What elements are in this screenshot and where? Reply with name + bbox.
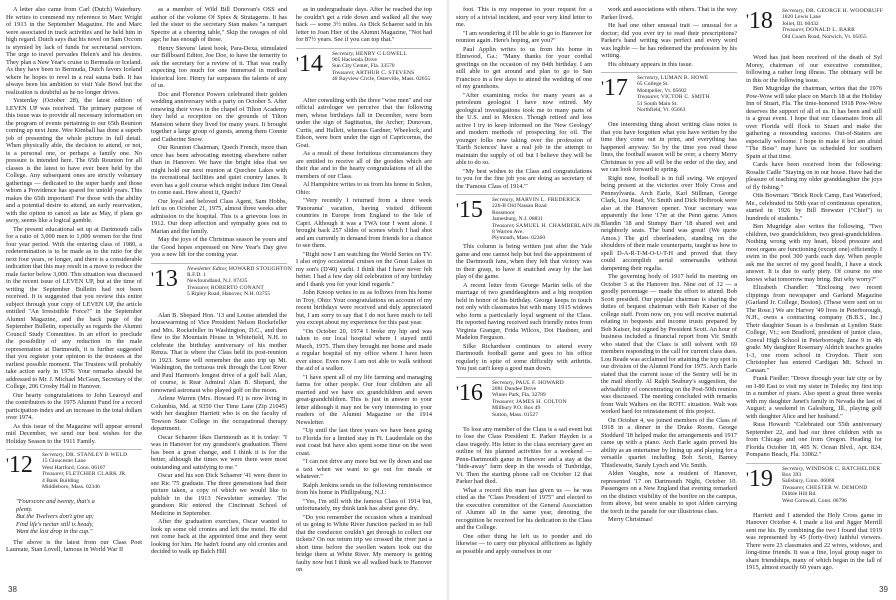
text-line: Newfoundland, N.J. 07435 [187, 278, 248, 285]
paragraph: A letter also came from Carl (Dutch) Waterbury. He writes to commend my reference to Marc Wright of 1913 in the September Magazine. He and Marc were associated in track activities and he held him in high regard. Dutch says that his novel on Sam Occom is stymied by lack of funds for secretarial services. The urge to travel pervades Helen's and his desires. They plan a New Year's cruise to Bermuda or Iceland. As they have been to Bermuda, Dutch favors Iceland where he hopes to revel in a real sauna bath. It has always been his ambition to visit Yale Bowl but the realization is doubtful as he no longer drives. [6, 6, 142, 96]
paragraph: Arlene Warren (Mrs. Howard P.) is now living in Columbia, Md. at 9350 Our Time Lane (Zip 21045) with her daughter Harriett who is on the faculty of Towson State College in the occupational therapy department. [151, 395, 287, 432]
text-line: 8 Warren Ave. [492, 229, 524, 236]
paragraph: Russ Howard: "Celebrated our 55th anniversary September 22, and had our three children with us from Chicago and one from Oregon. Heading for Florida October 18, 405 N. Ocean Blvd., Apt. 824, Pompano Beach, Fla. 33062." [746, 421, 882, 458]
text-line: 15 Gloucester Lane [42, 458, 86, 465]
paragraph: As a result of these fortuitous circumstances they are entitled to receive all of the goodies which are their due and to the hearty congratulations of all the members of our Class. [296, 150, 432, 180]
paragraph: Frank Fiedler: "Drove through your fair city or by on I-80 East to visit my sister in Toledo; my first trip in a number of years. Also spent a great three weeks with my daughter Janet's family in Nevada the last of August; a weekend in Galesburg, Ill., playing golf with daughter Alice and her husband." [746, 375, 882, 420]
text-group [456, 426, 592, 556]
paragraph: As this issue of the Magazine will appear around mid December, we send our best wishes for the Holiday Season to the 1911 Family. [6, 422, 142, 445]
text-line: plenty. [16, 505, 33, 513]
paragraph: May the joys of the Christmas season be yours and the Good hopes expressed on New Year's Day give you a new lift for the coming year. [151, 236, 287, 258]
text-line: Montpelier, Vt. 05602 [637, 87, 687, 94]
text-line: Want the last drop in the cup." [16, 528, 93, 535]
class-number: '19 [746, 465, 773, 492]
paragraph: Yesterday (October 28), the latest edition of LEVEN UP was received. The primary purpose of this issue was to provide all necessary information on the program of events pertaining to our 65th Reunion coming up next June. Wee Kimball has done a superb job of presenting the whole picture in full detail. When physically able, the decision to attend, or not, is a personal one, or perhaps a family one. No pressure is intended here. The 65th Reunion for all classes is the latest to have ever been held by the College. Any subsequent ones are strictly voluntary gatherings — dedicated to the super hardy and those whom a Providence has spared for untold years. This makes the 65th important! For those with the ability and a potential desire to attend, an early reservation, with the option to cancel as late as May, if plans go awry, seems like a logical gamble. [6, 97, 142, 224]
paragraph: "Right now I am watching the World Series on TV. I also enjoy occasional cruises on the Great Lakes in my son's (D'40) yacht. I think that I have never felt better. I had a few day old celebration of my birthday and I thank you for your kind regards." [296, 250, 432, 288]
paragraph: The above is the latest from our Class Poet Laureate, Stan Lovell, famous in World War II [6, 538, 142, 553]
paragraph: "I can not drive any more but we fly down and use a taxi when we want to go out for meals or whatever." [296, 458, 432, 480]
secretary-address: Newsletter Editor, HOWARD STOUGHTON R.F.D. 1 Newfoundland, N.J. 07435 Treasurer, ROBERTO CONANT 5 Ripley Road, Hanover, N.H. 03755 [187, 265, 292, 298]
paragraph: "Yes, I'm still with the famous Class of 1914 but, unfortunately, my think tank has about gone dry. [296, 497, 432, 512]
page-number: 39 [879, 585, 888, 594]
text-line: "Fourscore and twenty, that's a [16, 498, 95, 505]
text-line: West Hartford, Conn. 06107 [42, 464, 106, 471]
text-line: Millbury P.O. Box 49 [492, 405, 541, 412]
paragraph: Ralph Jenkins sends us the following reminiscence from his home in Phillipsburg, N.J.: [296, 481, 432, 496]
right-col-3 [746, 6, 882, 578]
poem [16, 498, 142, 536]
right-page [448, 0, 896, 600]
paragraph: Al Hampshire writes to us from his home in Solon, Ohio: [296, 181, 432, 196]
class-number: '13 [151, 265, 178, 292]
class-heading-1914 [296, 48, 432, 93]
paragraph: One interesting thing about writing class notes is that you have forgotten what you have written by the time they come out in print, and everything has happened anyway. So by the time you read these lines, the football season will be over, a cheery Merry Christmas to you all will be the order of the day, and we can look forward to spring. [601, 121, 737, 173]
paragraph: Right now, football is in full swing. We enjoyed being present at the victories over Holy Cross and Pennsylvania. Arch Earle, Karl Stillman, George Clark, Lou Read, Vic Smith and Dick Holbrook were also at the Hanover opener. Your secretary was apparently the lone '17er at the Penn game. Amos Blandin '18 and Stumpy Barr '18 shared wet and neighborly seats. The band was great! (We quote Amos.) The girl cheerleaders, standing on the shoulders of their male counterparts, taught us how to spell D-A-R-T-M-O-U-T-H and proved that they could accomplish aerial somersaults without dampening their regalia. [601, 174, 737, 272]
paragraph: He had one other unusual trait — unusual for a doctor; did you ever try to read their prescriptions? Parker's hand writing was perfect and every word was legible — he has redeemed the profession by his writing. [601, 22, 737, 59]
text-line: 5 Ripley Road, Hanover, N.H. 03755 [187, 291, 271, 298]
text-line: Northfield, Vt. 05663 [637, 107, 686, 114]
paragraph: A recent letter from George Martin tells of the marriage of two granddaughters and a big reception held in honor of his birthday. George keeps in touch not only with classmates but with many 1915 widows who form a particularly loyal segment of the Class. He reported having received such friendly notes from Virginia Granger, Frida Wilcox, Dot Haubner, and Madelon Ferguson. [456, 281, 592, 341]
paragraph: Otis Bowman: "Brick Rock Camp, East Waterford, Me., celebrated its 50th year of continuous operation, started in 1926 by Bill Brewster ("Chief") to hundreds of students." [746, 192, 882, 222]
text-group [746, 512, 882, 572]
text-group [601, 121, 737, 524]
paragraph: Merry Christmas! [608, 516, 653, 523]
paragraph: Alden Vaughn, now a resident of Hanover, represented '17 on Dartmouth Night, October 10. Passengers on a New England that evening remarked on the distinct visibility of the bonfire on the campus, from above, but were unable to spot Alden carrying the torch in the parade for our illustrious class. [601, 470, 737, 515]
text-line: 4 Bank Building [42, 477, 79, 484]
class-number: '18 [746, 8, 773, 34]
paragraph: Alan B. Shepard Hon. '13 and Louise attended the housewarming of Vice President Nelson Rockefeller and Mrs. Rockefeller in Washington, D.C., and then flew to the Mountain House in Whitefield, N.H. to celebrate the birthday anniversary of his mother Renza. That is where the Class held its post-reunion in 1923. Some will remember the auto trip up Mt. Washington, the tortuous trek through the Lost River and Paul Harmon's longest drive of a golf ball. Alan, of course, is Rear Admiral Alan B. Shepard, the renowned astronaut who played golf on the moon. [151, 311, 287, 394]
right-col-2 [601, 6, 737, 578]
paragraph: One other thing he left us to ponder and do likewise — to carry our physical afflictions as lightly as possible and apply ourselves in our [456, 532, 592, 555]
text-group [6, 539, 142, 554]
paragraph: Harriett and I attended the Holy Cross game in Hanover October 4. I made a list and Jigger Merrill sent me his. By combining the two I found that 1919 was represented by 45 (forty-five) faithful viewers. There were 23 classmates and 22 wives, widows, and long-time friends. It was a fine, loyal group eager to share friendships, many of which began in the fall of 1915, almost exactly 60 years ago. [746, 511, 882, 571]
text-line: Salisbury, Conn. 06068 [782, 478, 835, 485]
paragraph: Our loyal and beloved Class Agent, Sam Hobbs, left us on October 21, 1975, almost three weeks after admission to the hospital. This is a grievous loss in 1912. Our deep affection and sympathy goes out to Marian and the family. [151, 197, 287, 235]
paragraph: This column is being written just after the Yale game and one cannot help but feel the appointment of the Dartmouth fans, when they felt that victory was in their grasp, to have it snatched away by the last play of the game. [456, 243, 592, 280]
paragraph: The governing body of 1917 held its meeting on October 3 at the Hanover Inn. Nine out of 12 — a goodly percentage — made the effort to attend. Bob Scott presided. Our popular chairman is sharing the duties of bequest chairman with Bob Kaiser of the college staff. From now on, you will receive material relating to bequests and income trusts prepared by Bob Kaiser, but signed by President Scott. An hour of business included a financial report from Vic Smith who stated that the Class is still solvent with 69 members responding to the call for current class dues. Lou Reade was acclaimed for attaining the top spot in our division of the Alumni Fund for 1975. Arch Earle stated that the current issue of the Sentry will be in the mail shortly. Al Ralph Seabury's suggestion, the advisability of concentrating on the Post-50th reunion was discussed. The meeting concluded with remarks from Walt Walters on the ROTC situation. Walt was worked hard for reinstatement of this project. [601, 273, 737, 415]
text-line: 51 South Main St. [637, 100, 678, 107]
text-line: Sun City Center, Fla. 33570 [332, 63, 395, 70]
paragraph: Word has just been received of the death of Syl Morey, chairman of our executive committee, following a rather long illness. The obituary will be in this or the following issue. [746, 54, 882, 84]
text-group [151, 6, 287, 259]
paragraph: The present educational set up at Dartmouth calls for a ratio of 3,000 men to 1,000 women for the first four year period. With the entering class of 1980, a redetermination is to be made as to the ratio for the next four years, or longer, and there is a considerable indication that this may result in a move to reduce the male factor below 3,000. This situation was discussed in the recent issue of LEVEN UP, but at the time of writing the September Bulletin had not been received. It is suggested that you review this entire subject through your copy of LEVEN UP, the article entitled "An Irresistible Force?" in the September Alumni Magazine, and the back page of the September Bulletin, especially as regards the Alumni Council Study Committee. In an effort to preclude the possibility of any reduction in the male representation at Dartmouth, it is further suggested that you register your opinion to the trustees at the earliest possible moment. The Trustees will probably take action early in 1976. Your remarks should be addressed to Mr. J. Michael McGean, Secretary of the College, 206 Crosby Hall in Hanover. [6, 225, 142, 390]
class-heading-1916 [456, 377, 592, 422]
class-heading-1913 [151, 263, 292, 308]
text-line: 226-B Old Nassau Road [492, 203, 547, 210]
right-col-1 [456, 6, 602, 578]
text-line: Joliet, Ill. 60432 [782, 20, 819, 27]
text-line: Find life's nectar still is heady, [16, 520, 94, 528]
text-group [6, 6, 142, 445]
text-line: Jamesburg, N.J. 08831 [492, 216, 544, 223]
text-line: Old Coach Road, Norwich, Vt. 05055 [782, 33, 867, 40]
paragraph: Ben Mugridge also writes the following, "Two children, two grandchildren, two great-grandchildren. Nothing wrong with my heart, blood pressure and most organs are functioning (except one) efficiently. I swim in the pool 300 yards each day. When people ask me the secret of my good health, I have a stock answer. It is due to early piety. Of course no one knows what tomorrow may bring. But why worry?" [746, 223, 882, 283]
paragraph: as a member of Wild Bill Donovan's OSS and author of the volume Of Spies & Stratagems. It has led the sister to the secretary Stan makes "a rampart Spectre at a cheering table," Skip the ravages of old age; he has enough of those. [151, 6, 287, 43]
paragraph: "Very recently I returned from a three week 'Panorama' vacation, having visited different countries in Europe from England to the Isle of Capri. Although it was a TWA tour I went alone. I brought back 257 slides of scenes which I had shot and am currently in demand from friends for a chance to see them. [296, 197, 432, 249]
text-line: Middleboro, Mass. 02346 [42, 484, 100, 491]
text-line: 48 Bayview Circle, Osterville, Mass. 02655 [332, 76, 431, 83]
secretary-address: Secretary, LUMAN B. HOWE 65 College St. Montpelier, Vt. 05602 Treasurer, VICTOR C. SMITH 51 South Main St. Northfield, Vt. 05663 [637, 75, 710, 114]
text-line: Rossmoor [492, 209, 515, 216]
paragraph: Oscar and his son Dick Schaerer '41 were there to see Ric '75 graduate. The three generations had their picture taken, a copy of which we would like to publish in the 1913 Newsletter someday. The grandson Ric entered the Cincinnati School of Medicine in September. [151, 472, 287, 517]
text-group [456, 6, 592, 190]
paragraph: Oscar Schaerer likes Dartmouth as it is today: "I was in Hanover for my grandson's graduation. There has been a great change, and I think it is for the better, although the times we were there were most outstanding and satisfying to me." [151, 433, 287, 471]
paragraph: John Knoop writes to us as follows from his home in Troy, Ohio: Your congratulations on account of my recent birthdays were received and duly appreciated but, I am sorry to say that I do not have much to tell you except about my experience for this past year. [296, 289, 432, 326]
text-line: 2081 Dundee Drive [492, 385, 537, 392]
secretary-address: Secretary, WINDSOR C. BATCHELDER Box 393 Salisbury, Conn. 06068 Treasurer, CHESTER W. DEMOND Dibble Hill Rd. West Cornwall, Conn. 06796 [782, 465, 881, 504]
class-heading-1917 [601, 72, 737, 117]
class-number: '14 [296, 50, 323, 77]
text-group [151, 312, 287, 556]
secretary-address: Secretary, DR. GEORGE H. WOODRUFF 1820 Lewis Lane Joliet, Ill. 60432 Treasurer, DONALD L. BARR Old Coach Road, Norwich, Vt. 05055 [782, 8, 883, 40]
paragraph: Doc and Florence Powers celebrated their golden wedding anniversary with a party on October 5. After renewing their vows in the chapel of Tilton Academy they held a reception on the grounds of Tilton Mansion where they lived for many years. It brought together a large group of guests, among them Connie and Catherine Snow. [151, 90, 287, 143]
left-col-2 [151, 6, 292, 578]
class-number: '15 [456, 197, 483, 223]
class-heading-1918 [746, 6, 882, 50]
text-line: Winter Park, Fla. 32789 [492, 392, 546, 399]
paragraph: "Do you remember the occasion when a trainload of us going to White River Junction packed in so full that the conductor couldn't get through to collect our tickets? On our return trip we crossed the river just a short time before the swollen waters took out the bridge there at White River. My memory is getting faulty now but I think we all walked back to Hanover on [296, 513, 432, 573]
paragraph: Silke Richardson continues to attend every Dartmouth football game and goes to his office regularly in spite of some difficulty with arthritis. You just can't keep a good man down. [456, 342, 592, 372]
paragraph: On October 4, we joined members of the Class of 1918 in a dinner in the Drake Room. George Stoddard '18 helped make the arrangements and 1917 came up with a piano. Arch Earle again proved his ability as an entertainer by lining up and playing for a versatile quartet including Bob Scott, Barney Thistlewaite, Sandy Lynch and Vic Smith. [601, 416, 737, 469]
secretary-address: Secretary, PAUL F. HOWARD 2081 Dundee Drive Winter Park, Fla. 32789 Treasurer, JAMES H. COLTON Millbury P.O. Box 49 Sutton, Mass. 01527 [492, 379, 567, 418]
class-heading-1915 [456, 194, 602, 242]
paragraph: "I have spent all of my life farming and managing farms for other people. Our four children are all married and we have six grandchildren and seven great-grandchildren. This is just in answer to your letter although it may not be very interesting to your readers of the Alumni Magazine or the 1914 Newsletter. [296, 373, 432, 426]
class-heading-1919 [746, 463, 882, 508]
text-line: Plymouth, Mass. 02360 [492, 235, 546, 242]
paragraph: Henry Stevens' latest book, Para-Dexa, stimulated our Billboard Editor, Joe Doe, to have the temerity to ask the secretary for a review of it. That was really expecting too much for one immersed in medical historical lore. Henry far surpasses the talents of any of us. [151, 44, 287, 89]
paragraph: "After examining rocks for many years as a petroleum geologist I have now retired. My geological investigations took me to many parts of the U.S. and to Mexico. Though retired and less active I try to keep informed on the 'New Geology' and modern methods of prospecting for oil. The younger folks now taking over the profession of 'Earth Sciences' have a real job in the attempt to maintain the supply of oil but I believe they will be able to do so. [456, 91, 592, 166]
paragraph: Our Reunion Chairman, Quech French, more than once has been advocating meeting elsewhere rather than in Hanover. We have the bright idea that we might hold our next reunion at Quechee Lakes with its recreational facilities and quiet country lanes. It even has a golf course which might induce Jim Oneal to come east. How about it, Quech? [151, 144, 287, 196]
text-line: But the Twelvers don't give up; [16, 513, 95, 520]
text-line: Dibble Hill Rd. [782, 491, 817, 498]
paragraph: Cards have been received from the following: Rosalie Cadle "Staying on in our house. Have had the pleasure of teaching my older granddaughter the joys of fly fishing." [746, 161, 882, 191]
paragraph: work and associations with others. That is the way Parker lived. [601, 6, 737, 21]
paragraph: His obituary appears in this issue. [608, 60, 693, 68]
paragraph: After the graduation exercises, Oscar wanted to look up some old cronies and left the motel. He did not come back at the appointed time and they went looking for him. He hadn't found any old cronies and decided to walk up Balch Hill [151, 518, 287, 555]
secretary-address: Secretary, HENRY G LOWELL 905 Hacienda Drive Sun City Center, Fla. 33570 Treasurer, ARTHUR C. STEVENS 48 Bayview Circle, Osterville, Mass. 02655 [332, 50, 431, 83]
text-group [456, 243, 592, 373]
paragraph: Ben Mugridge the chairman, writes that the 1976 Pow-Wow will take place on March 18 at the Holiday Inn of Stuart, Fla. The time-honored 1918 Pow-Wow deserves the support of all of us. It has been and still is a great event. I hope that our classmates from all over Florida will flock to Stuart and make the gathering a resounding success. Out-of-Staters are especially welcome. I hope to make it but am afraid "The Boss" may have us scheduled for southern Spain at that time. [746, 85, 882, 160]
text-line: 65 College St. [637, 81, 669, 88]
paragraph: as in undergraduate days. After he reached the top he couldn't get a ride down and walked all the way back — some 3½ miles. As Dick Schaerer said in his letter to Joan Hier of the Alumni Magazine, "Not bad for 87½ years. See if you can top that." [296, 6, 432, 43]
class-heading-1912 [6, 449, 142, 494]
paragraph: To lose any member of the Class is a sad event but to lose the Class President E. Parker Hayden is a class tragedy. His letter to the class secretary gave an outline of his planned activities for a weekend — Penn-Dartmouth game in Hanover and a stay at the "hide-away" farm deep in the woods of Tunbridge, Vt. Then the starting phone call on October 12 that Parker had died. [456, 425, 592, 485]
class-number: '17 [601, 75, 628, 101]
page-number: 38 [8, 585, 17, 594]
paragraph: "Up until the last three years we have been going to Florida for a limited stay in Ft. Lauderdale on the east coast but have also spent some time on the west coast. [296, 427, 432, 457]
class-number: '12 [6, 452, 33, 478]
text-line: R.F.D. 1 [187, 271, 206, 278]
text-group [746, 54, 882, 459]
paragraph: After consulting with the three "wise men" and our official astrologer we perceive that the following men, whose birthdays fall in December, were born under the sign of Sagittarius, the Archer; Donovan, Curtis, and Hallett, whereas Gardner, Wheelock, and Edson, were born under the sign of Capricornus, the Goat. [296, 96, 432, 149]
paragraph: "My best wishes to the Class and congratulations to you for the fine job you are doing as secretary of the 'Famous Class of 1914.'" [456, 167, 592, 190]
paragraph: Our hearty congratulations to John Learoyd and the contributors to the 1975 Alumni Fund for a record participation index and an increase in the total dollars over 1974. [6, 391, 142, 421]
text-line: West Cornwall, Conn. 06796 [782, 497, 847, 504]
left-col-1 [6, 6, 142, 578]
paragraph: Paul Applin writes to us from his home in Elmwood, Ga.: "Many thanks for your cordial greetings on the occasion of my 84th birthday. I am still able to get around and plan to go to San Francisco in a few days to attend the wedding of one of my grandsons. [456, 45, 592, 90]
paragraph: foot. This is my response to your request for a story of a trivial incident, and your very kind letter to me. [456, 6, 592, 28]
text-group [601, 6, 737, 68]
text-group [296, 6, 432, 44]
text-line: 905 Hacienda Drive [332, 56, 378, 63]
text-line: Box 393 [782, 471, 802, 478]
secretary-address: Secretary, MARVIN L. FREDERICK 226-B Old Nassau Road Rossmoor Jamesburg, N.J. 08831 Treasurer, SAMUEL H. CHAMBERLAIN JR. 8 Warren Ave. Plymouth, Mass. 02360 [492, 197, 602, 242]
paragraph: Elizabeth Chandler: "Enclosing two recent clippings from newspaper and Garland Magazine (Garland Jr. College, Boston). (These were sent on to The Rose.) We are Harvey '49 lives in Peterborough, N.H., owns a contracting company (B.B.S., Inc.) Their daughter Susan is a freshman at Lyndon State College, Vt.; son Bradford, president of junior class, Conval High School in Peterborough; Jane 9 in 4th grade. My daughter Rosemary Aldrich teaches grades 1-3, one room school in Croydon. Their son Christopher has entered Cardigan Mt. School in Canaan." [746, 284, 882, 374]
secretary-address: Secretary, DR. STANLEY B WELD 15 Gloucester Lane West Hartford, Conn. 06107 Treasurer, FLETCHER CLARK JR. 4 Bank Building Middleboro, Mass. 02346 [42, 452, 128, 491]
text-line: 1820 Lewis Lane [782, 14, 821, 21]
text-group [296, 97, 432, 574]
class-number: '16 [456, 379, 483, 406]
text-line: Sutton, Mass. 01527 [492, 411, 538, 418]
left-col-3 [296, 6, 432, 578]
paragraph: "I am wondering if I'll be able to go to Hanover for reunion again. Here's hoping, are you?" [456, 29, 592, 44]
paragraph: "On October 20, 1974 I broke my hip and was taken to our local hospital where I stayed until March, 1975. Then they brought me home and made a regular hospital of my office where I have been ever since. Even now I am not able to walk without the aid of a walker. [296, 327, 432, 372]
paragraph: What a record this man has given us — he was cited as the "Class President of 1975" and elected to the executive committee of the General Association of Alumni all in the same year, denoting the recognition he received for his dedication to the Class and the College. [456, 486, 592, 531]
